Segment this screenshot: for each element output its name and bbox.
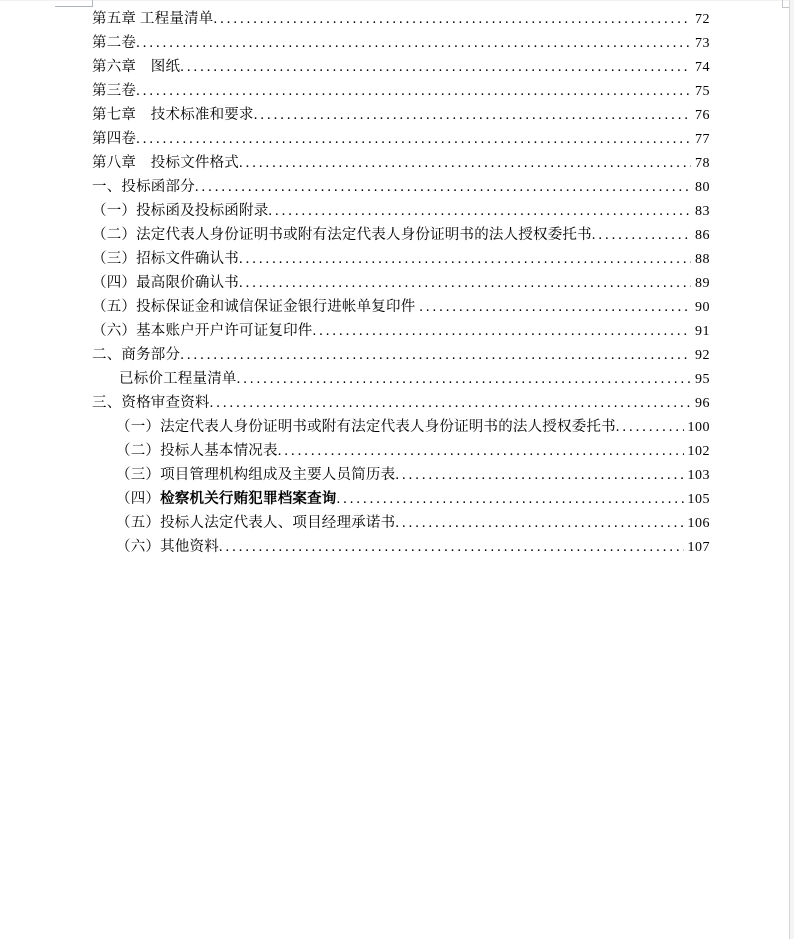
scrolled-box-corner-left: [55, 0, 93, 7]
toc-row: [92, 511, 710, 535]
toc-page-number: 90: [695, 300, 710, 315]
toc-page-number: 100: [687, 420, 710, 435]
dot-leader: [219, 535, 684, 559]
toc-row: [92, 439, 710, 463]
toc-page-number: 107: [687, 540, 710, 555]
dot-leader: [278, 439, 684, 463]
toc-row: [92, 151, 710, 175]
toc-entry-title: 第六章 图纸: [92, 59, 181, 75]
dot-leader: [136, 79, 691, 103]
dot-leader: [337, 487, 684, 511]
dot-leader: [180, 343, 691, 367]
dot-leader: [395, 511, 683, 535]
toc-entry-title: 第八章 投标文件格式: [92, 155, 239, 171]
toc-page-number: 103: [687, 468, 710, 483]
toc-page-number: 76: [695, 108, 710, 123]
toc-entry-title: 三、资格审查资料: [92, 395, 210, 411]
toc-row: [92, 31, 710, 55]
toc-row: [92, 295, 710, 319]
toc-entry-title: （三）项目管理机构组成及主要人员简历表: [116, 467, 396, 483]
toc-row: [92, 55, 710, 79]
dot-leader: [268, 199, 691, 223]
toc-page-number: 89: [695, 276, 710, 291]
page-right-edge-strip: [790, 0, 794, 939]
toc-page-number: 80: [695, 180, 710, 195]
toc-page-number: 106: [687, 516, 710, 531]
toc-row: [92, 223, 710, 247]
dot-leader: [239, 271, 691, 295]
dot-leader: [195, 175, 691, 199]
toc-entry-title: 检察机关行贿犯罪档案查询: [160, 491, 337, 507]
toc-entry-title: （六）基本账户开户许可证复印件: [92, 323, 313, 339]
dot-leader: [237, 367, 691, 391]
toc-row: [92, 247, 710, 271]
toc-entry-title: （一）投标函及投标函附录: [92, 203, 269, 219]
toc-entry-title: （三）招标文件确认书: [92, 251, 239, 267]
toc-entry-title: （四）最高限价确认书: [92, 275, 239, 291]
toc-page-number: 83: [695, 204, 710, 219]
top-hairline: [0, 0, 794, 1]
toc-row: [92, 319, 710, 343]
dot-leader: [313, 319, 692, 343]
toc-entry-title: 第七章 技术标准和要求: [92, 107, 254, 123]
toc-row: [92, 391, 710, 415]
dot-leader: [210, 391, 691, 415]
toc-row: [92, 463, 710, 487]
toc-row: [92, 343, 710, 367]
toc-page-number: 72: [695, 12, 710, 27]
dot-leader: [254, 103, 691, 127]
toc-row: [92, 127, 710, 151]
toc-row: [92, 79, 710, 103]
toc-row: [92, 199, 710, 223]
toc-row: [92, 103, 710, 127]
dot-leader: [239, 247, 691, 271]
toc-entry-title: 第四卷: [92, 131, 137, 147]
dot-leader: [136, 31, 691, 55]
toc-entry-title: （一）法定代表人身份证明书或附有法定代表人身份证明书的法人授权委托书: [116, 419, 616, 435]
toc-row: [92, 415, 710, 439]
toc-page-number: 77: [695, 132, 710, 147]
toc-row: [92, 7, 710, 31]
dot-leader: [395, 463, 683, 487]
dot-leader: [136, 127, 691, 151]
toc-entry-title: （五）投标人法定代表人、项目经理承诺书: [116, 515, 396, 531]
toc-entry-title: （五）投标保证金和诚信保证金银行进帐单复印件: [92, 299, 420, 315]
toc-page-number: 96: [695, 396, 710, 411]
toc-page-number: 91: [695, 324, 710, 339]
dot-leader: [616, 415, 684, 439]
toc-page-number: 95: [695, 372, 710, 387]
dot-leader: [592, 223, 691, 247]
toc-entry-title: 已标价工程量清单: [119, 371, 237, 387]
toc-page-number: 78: [695, 156, 710, 171]
toc-page-number: 74: [695, 60, 710, 75]
dot-leader: [213, 7, 691, 31]
toc-page-number: 102: [687, 444, 710, 459]
toc-entry-title: （二）投标人基本情况表: [116, 443, 278, 459]
toc-entry-title: （二）法定代表人身份证明书或附有法定代表人身份证明书的法人授权委托书: [92, 227, 592, 243]
toc-entry-title: 二、商务部分: [92, 347, 181, 363]
toc-row: [92, 487, 710, 511]
dot-leader: [239, 151, 691, 175]
toc-entry-title: 第三卷: [92, 83, 137, 99]
toc-entry-prefix: （四）: [116, 491, 161, 507]
toc-row: [92, 175, 710, 199]
toc-entry-title: （六）其他资料: [116, 539, 219, 555]
toc-row: [92, 367, 710, 391]
toc-page-number: 92: [695, 348, 710, 363]
dot-leader: [419, 295, 691, 319]
toc-row: [92, 271, 710, 295]
toc-page-number: 88: [695, 252, 710, 267]
dot-leader: [180, 55, 691, 79]
toc-page-number: 86: [695, 228, 710, 243]
table-of-contents: [92, 7, 710, 559]
toc-page-number: 73: [695, 36, 710, 51]
toc-entry-title: 第二卷: [92, 35, 137, 51]
toc-entry-title: 一、投标函部分: [92, 179, 195, 195]
toc-entry-title: 第五章 工程量清单: [92, 11, 214, 27]
toc-page-number: 75: [695, 84, 710, 99]
toc-page-number: 105: [687, 492, 710, 507]
toc-row: [92, 535, 710, 559]
